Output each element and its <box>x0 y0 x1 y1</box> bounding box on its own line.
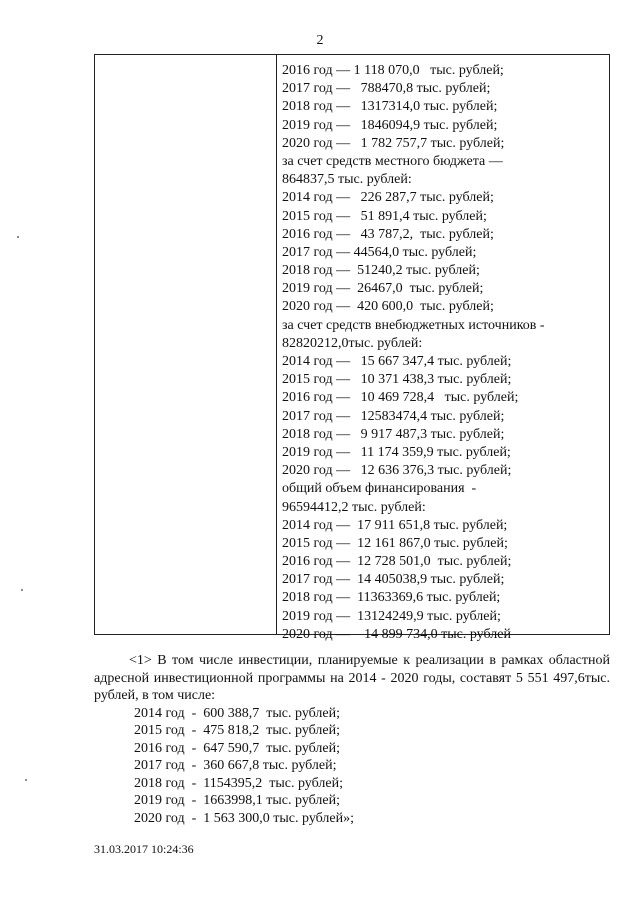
footnote-year-line: 2016 год - 647 590,7 тыс. рублей; <box>134 740 341 756</box>
financing-line: 2020 год — 1 782 757,7 тыс. рублей; <box>282 135 505 151</box>
financing-line: 2017 год — 44564,0 тыс. рублей; <box>282 244 477 260</box>
footnote-year-line: 2015 год - 475 818,2 тыс. рублей; <box>134 723 341 738</box>
financing-line: 2016 год — 43 787,2, тыс. рублей; <box>282 226 494 242</box>
financing-line: за счет средств внебюджетных источников - <box>282 317 545 333</box>
financing-table <box>94 54 610 642</box>
footnote-year-line: 2020 год - 1 563 300,0 тыс. рублей»; <box>134 810 355 826</box>
page-number: 2 <box>316 33 324 48</box>
scan-speck <box>25 779 27 781</box>
scan-speck <box>17 236 19 238</box>
footnote-year-line: 2014 год - 600 388,7 тыс. рублей; <box>134 705 341 721</box>
financing-line: 2020 год — 420 600,0 тыс. рублей; <box>282 299 494 315</box>
financing-line: 2014 год — 15 667 347,4 тыс. рублей; <box>282 354 512 369</box>
financing-line: 2020 год — 12 636 376,3 тыс. рублей; <box>282 463 512 479</box>
footnote-year-line: 2017 год - 360 667,8 тыс. рублей; <box>134 758 337 773</box>
financing-line: 864837,5 тыс. рублей: <box>282 172 412 188</box>
financing-line: 2018 год — 51240,2 тыс. рублей; <box>282 263 480 279</box>
footnote-year-line: 2019 год - 1663998,1 тыс. рублей; <box>134 793 341 808</box>
financing-line: 2018 год — 9 917 487,3 тыс. рублей; <box>282 426 505 442</box>
financing-line: 2020 год — 14 899 734,0 тыс. рублей <box>282 626 511 642</box>
table-column-divider <box>276 55 277 634</box>
footnote <box>94 652 610 827</box>
financing-line: 2015 год — 51 891,4 тыс. рублей; <box>282 208 487 224</box>
financing-line: 2019 год — 1846094,9 тыс. рублей; <box>282 117 498 133</box>
footnote-intro: <1> В том числе инвестиции, планируемые к реализации в рамках областной адресной инвестиционной программы на 2014 - 2020 годы, составят 5 551 497,6тыс. рублей, в том числе: <box>94 653 610 703</box>
financing-line: 82820212,0тыс. рублей: <box>282 335 423 351</box>
footnote-year-list <box>94 705 610 828</box>
financing-line: 2015 год — 10 371 438,3 тыс. рублей; <box>282 372 512 388</box>
financing-line: 2016 год — 10 469 728,4 тыс. рублей; <box>282 390 519 406</box>
footnote-year-line: 2018 год - 1154395,2 тыс. рублей; <box>134 775 343 791</box>
financing-line: общий объем финансирования - <box>282 481 477 497</box>
financing-line: 2015 год — 12 161 867,0 тыс. рублей; <box>282 535 508 551</box>
financing-line: 2017 год — 788470,8 тыс. рублей; <box>282 81 491 97</box>
print-timestamp: 31.03.2017 10:24:36 <box>94 842 194 856</box>
financing-line: 2018 год — 11363369,6 тыс. рублей; <box>282 590 501 606</box>
financing-line: 2014 год — 226 287,7 тыс. рублей; <box>282 190 494 206</box>
financing-line: 2016 год — 12 728 501,0 тыс. рублей; <box>282 554 512 570</box>
scan-speck <box>21 589 23 591</box>
financing-line: 2019 год — 26467,0 тыс. рублей; <box>282 281 484 297</box>
financing-line: 2016 год — 1 118 070,0 тыс. рублей; <box>282 63 504 78</box>
financing-line: 96594412,2 тыс. рублей: <box>282 499 426 515</box>
financing-line: 2017 год — 14 405038,9 тыс. рублей; <box>282 572 505 588</box>
financing-line: 2019 год — 11 174 359,9 тыс. рублей; <box>282 444 511 460</box>
financing-line: 2017 год — 12583474,4 тыс. рублей; <box>282 408 505 424</box>
financing-line: 2019 год — 13124249,9 тыс. рублей; <box>282 608 501 624</box>
financing-line: 2014 год — 17 911 651,8 тыс. рублей; <box>282 517 508 533</box>
financing-line: за счет средств местного бюджета — <box>282 153 503 169</box>
financing-line: 2018 год — 1317314,0 тыс. рублей; <box>282 99 498 115</box>
financing-cell <box>282 62 607 644</box>
